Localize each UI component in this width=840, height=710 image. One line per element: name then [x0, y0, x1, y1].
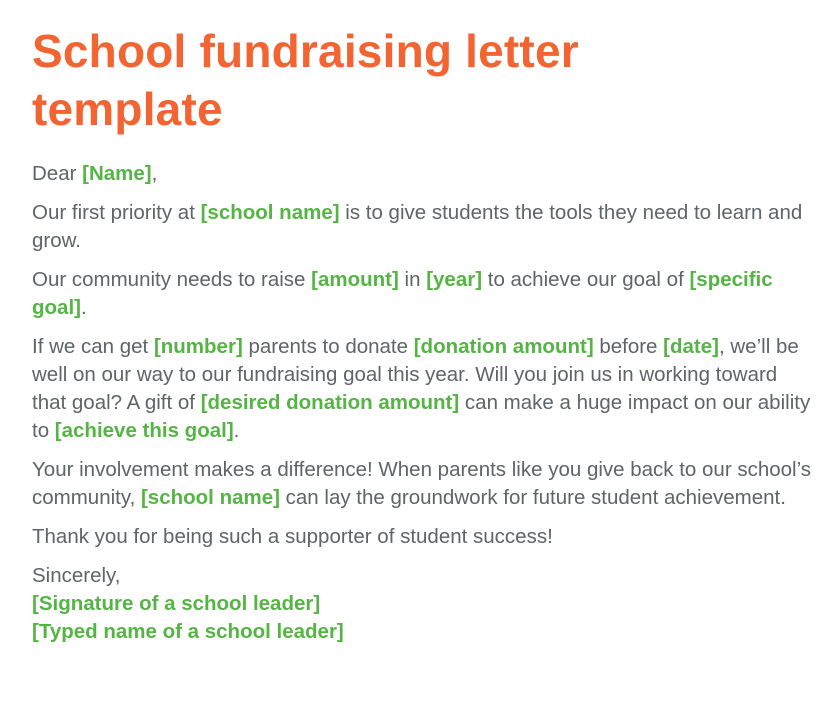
letter-text: is to give students the tools they need to learn and grow.: [32, 201, 803, 252]
letter-text: to achieve our goal of: [482, 268, 690, 291]
letter-text: parents to donate: [242, 335, 414, 358]
placeholder-field: [year]: [426, 268, 483, 291]
letter-text: ,: [151, 162, 158, 185]
placeholder-field: [date]: [663, 335, 719, 358]
letter-text: .: [80, 296, 87, 319]
letter-text: Thank you for being such a supporter of student success!: [32, 525, 553, 548]
placeholder-field: [Name]: [82, 162, 152, 185]
letter-text: can make a huge impact on our ability to: [32, 391, 811, 442]
letter-paragraph: [32, 199, 812, 255]
letter-paragraph: [32, 523, 812, 551]
letter-text: If we can get: [32, 335, 154, 358]
letter-closing: [32, 562, 812, 646]
signature-placeholder: [Signature of a school leader]: [32, 592, 321, 615]
typed-name-placeholder: [Typed name of a school leader]: [32, 620, 344, 643]
placeholder-field: [donation amount]: [413, 335, 594, 358]
sign-off: Sincerely,: [32, 564, 121, 587]
letter-greeting: [32, 160, 812, 188]
placeholder-field: [school name]: [140, 486, 280, 509]
letter-text: in: [398, 268, 427, 291]
letter-paragraph: [32, 456, 812, 512]
letter-text: , we’ll be well on our way to our fundraising goal this year. Will you join us in working toward that goal? A gift of: [32, 335, 799, 414]
letter-text: .: [233, 419, 240, 442]
letter-text: can lay the groundwork for future student achievement.: [279, 486, 786, 509]
letter-text: Our first priority at: [32, 201, 201, 224]
placeholder-field: [specific goal]: [32, 268, 773, 319]
letter-paragraphs: [32, 199, 812, 551]
letter-text: Your involvement makes a difference! When parents like you give back to our school’s community,: [32, 458, 812, 509]
placeholder-field: [achieve this goal]: [54, 419, 234, 442]
placeholder-field: [desired donation amount]: [200, 391, 460, 414]
page-title: School fundraising letter template: [32, 25, 579, 135]
letter-paragraph: [32, 333, 812, 445]
placeholder-field: [amount]: [311, 268, 399, 291]
placeholder-field: [school name]: [200, 201, 340, 224]
letter-text: Dear: [32, 162, 83, 185]
letter-paragraph: [32, 266, 812, 322]
letter-text: before: [593, 335, 664, 358]
letter-body: [32, 160, 812, 646]
placeholder-field: [number]: [153, 335, 243, 358]
letter-text: Our community needs to raise: [32, 268, 312, 291]
